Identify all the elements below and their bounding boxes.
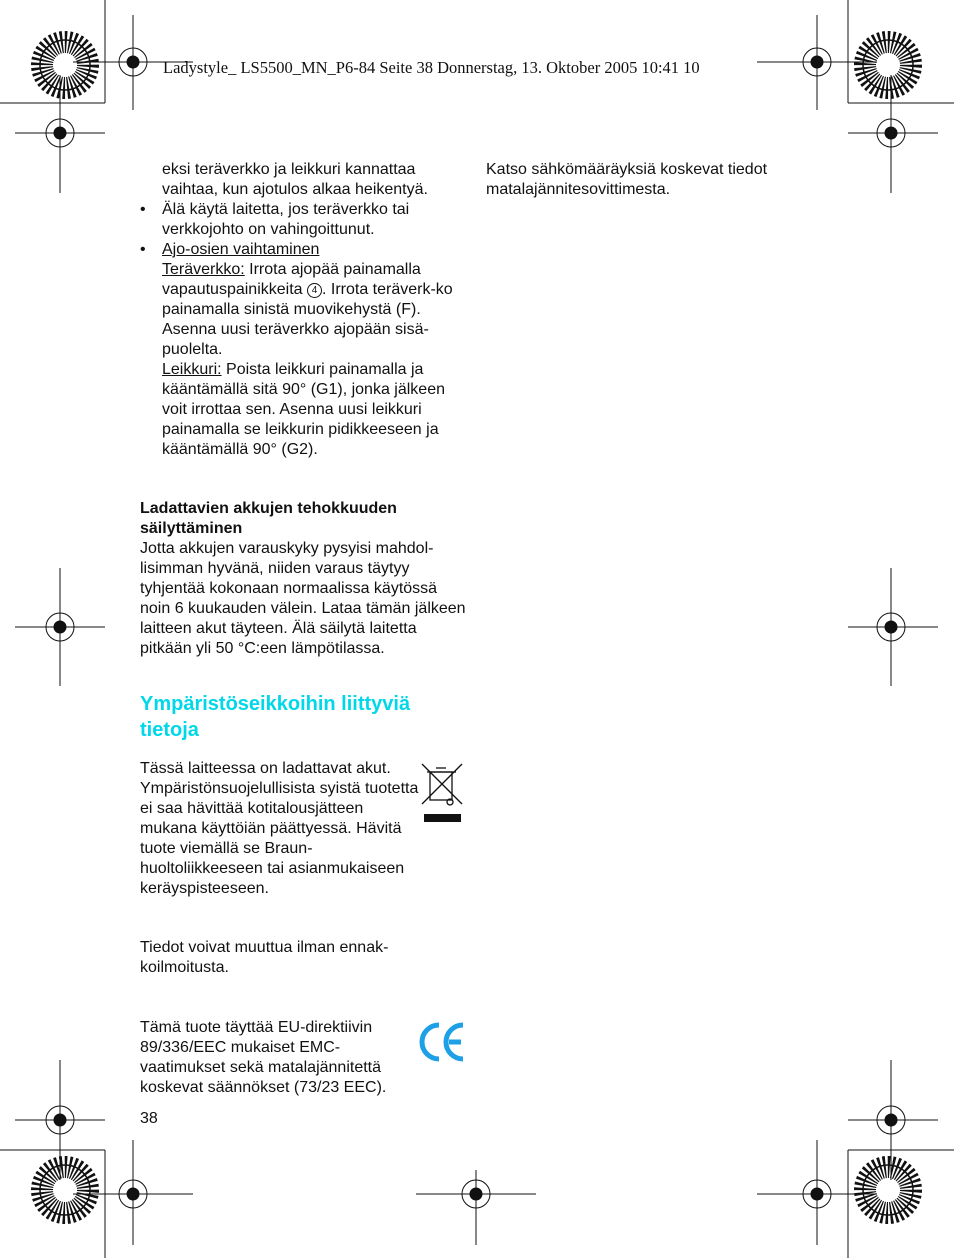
starburst-mark-br [863, 1165, 913, 1215]
crosshair-mark-left-mid [15, 568, 105, 686]
battery-heading: Ladattavien akkujen tehokkuuden säilyttäminen [140, 500, 397, 537]
bullet-icon: • [140, 201, 146, 218]
right-column [486, 160, 816, 200]
bullet-icon: • [140, 241, 146, 258]
crosshair-mark-bottom-center [416, 1170, 536, 1245]
crosshair-mark-top-right [757, 15, 877, 110]
bullet-item: • Älä käytä laitetta, jos teräverkko tai verkkojohto on vahingoittunut. [140, 201, 410, 238]
right-column-text: Katso sähkömääräyksiä koskevat tiedot matalajännitesovittimesta. [486, 161, 768, 198]
bullet-item-replacement: • Ajo-osien vaihtaminen Teräverkko: Irrota ajopää painamalla vapautuspainikkeita 4 . Irrota teräverk-ko painamalla sinistä muovikehystä (F). Asenna uusi teräverkko ajopään sisä-puolelta. Leikkuri: Poista leikkuri painamalla ja kääntämällä sitä 90° (G1), jonka jälkeen voit irrottaa sen. Asenna uusi leikkuri painamalla se leikkurin pidikkeeseen ja kääntämällä 90° (G2). [140, 241, 453, 458]
battery-text: Jotta akkujen varauskyky pysyisi mahdol-lisimman hyvänä, niiden varaus täytyy tyhjentää kokonaan normaalissa käytössä noin 6 kuukauden välein. Lataa tämän jälkeen laitteen akut täyteen. Älä säilytä laitetta pitkään yli 50 °C:een lämpötilassa. [140, 540, 466, 657]
circled-number: 4 [307, 283, 322, 298]
crosshair-mark-right-lower [848, 1060, 938, 1180]
crosshair-mark-right-mid [848, 568, 938, 686]
starburst-mark-tl [40, 40, 90, 90]
starburst-mark-tr [863, 40, 913, 90]
environment-text: Tässä laitteessa on ladattavat akut. Ympäristönsuojelullisista syistä tuotetta ei saa hävittää kotitalousjätteen mukana käyttöiän päättyessä. Hävitä tuote viemällä se Braun-huoltoliikkeeseen tai asianmukaiseen keräyspisteeseen. [140, 760, 419, 897]
replacement-title: Ajo-osien vaihtaminen [162, 241, 320, 258]
battery-section [140, 499, 470, 659]
crosshair-mark-bottom-left [73, 1140, 193, 1245]
left-column [140, 160, 470, 460]
crosshair-mark-left-upper [15, 75, 105, 193]
environment-section [140, 691, 470, 743]
foil-label: Teräverkko: [162, 261, 245, 278]
page-number: 38 [140, 1110, 158, 1127]
environment-heading: Ympäristöseikkoihin liittyviä tietoja [140, 693, 411, 741]
print-slug: Ladystyle_ LS5500_MN_P6-84 Seite 38 Donnerstag, 13. Oktober 2005 10:41 10 [163, 58, 700, 77]
crossed-out-wheelie-bin-icon [420, 762, 464, 824]
notice-text: Tiedot voivat muuttua ilman ennak-koilmoitusta. [140, 939, 389, 976]
continuation-text: eksi teräverkko ja leikkuri kannattaa vaihtaa, kun ajotulos alkaa heikentyä. [162, 161, 428, 198]
eu-text: Tämä tuote täyttää EU-direktiivin 89/336/EEC mukaiset EMC-vaatimukset sekä matalajännitettä koskevat säännökset (73/23 EEC). [140, 1019, 387, 1096]
crosshair-mark-left-lower [15, 1060, 105, 1180]
eu-section [140, 1018, 420, 1098]
ce-mark-icon [419, 1021, 467, 1063]
notice-section [140, 938, 430, 978]
cutter-label: Leikkuri: [162, 361, 222, 378]
crosshair-mark-right-upper [848, 75, 938, 193]
starburst-mark-bl [40, 1165, 90, 1215]
